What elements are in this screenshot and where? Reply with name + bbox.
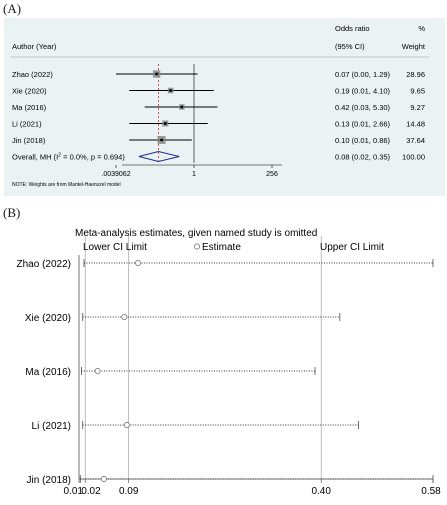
point-estimate (180, 106, 183, 109)
or-ci-value: 0.42 (0.03, 5.30) (335, 103, 391, 112)
estimate-marker (101, 476, 106, 481)
or-ci-value: 0.13 (0.01, 2.66) (335, 119, 391, 129)
point-estimate (160, 139, 163, 142)
weight-value: 37.64 (406, 136, 425, 145)
point-estimate (169, 89, 172, 92)
study-label: Li (2021) (12, 119, 42, 129)
overall-weight-value: 100.00 (402, 152, 425, 162)
or-ci-value: 0.07 (0.00, 1.29) (335, 70, 391, 79)
sensitivity-plot (0, 222, 447, 500)
legend-lower-ci: Lower CI Limit (83, 242, 147, 253)
overall-label-rest: = 0.0%, p = 0.694) (61, 152, 125, 162)
legend-estimate-marker (194, 244, 199, 249)
weight-value: 14.48 (406, 119, 425, 129)
x-tick-label: 0.01 (63, 486, 83, 497)
overall-diamond (139, 152, 179, 162)
x-tick-label: 1 (192, 171, 196, 178)
weight-value: 9.65 (410, 86, 425, 96)
point-estimate (164, 122, 167, 125)
or-ci-value: 0.19 (0.01, 4.10) (335, 86, 391, 96)
overall-or-ci-value: 0.08 (0.02, 0.35) (335, 152, 391, 162)
legend-upper-ci: Upper CI Limit (320, 242, 384, 253)
estimate-marker (124, 422, 129, 427)
weight-header-line2: Weight (401, 42, 425, 51)
study-label: Jin (2018) (12, 136, 46, 145)
legend-estimate: Estimate (202, 242, 241, 253)
study-label: Zhao (2022) (16, 259, 71, 270)
study-label: Jin (2018) (26, 475, 71, 486)
or-header-line1: Odds ratio (335, 24, 370, 33)
author-header: Author (Year) (12, 42, 57, 51)
forest-plot (4, 18, 445, 196)
sensitivity-title: Meta-analysis estimates, given named study is omitted (75, 228, 318, 239)
point-estimate (155, 73, 158, 76)
estimate-marker (122, 314, 127, 319)
study-label: Zhao (2022) (12, 70, 53, 79)
study-label: Xie (2020) (12, 86, 47, 96)
panel-b-label: (B) (3, 205, 21, 220)
panel-a-label: (A) (3, 1, 22, 16)
study-label: Ma (2016) (12, 103, 47, 112)
or-header-line2: (95% CI) (335, 42, 365, 51)
x-tick-label: 0.02 (81, 486, 101, 497)
x-tick-label: 256 (266, 171, 278, 178)
study-label: Li (2021) (31, 421, 71, 432)
estimate-marker (135, 260, 140, 265)
weights-note: NOTE: Weights are from Mantel-Haenszel model (12, 182, 121, 188)
overall-label: Overall, MH ($I^2 = 0.0\%$, p = 0.694) (12, 152, 125, 162)
weight-header-line1: % (418, 24, 425, 33)
sensitivity-plot-panel (0, 222, 447, 505)
or-ci-value: 0.10 (0.01, 0.86) (335, 136, 391, 145)
overall-label-superscript: 2 (58, 152, 62, 159)
study-label: Ma (2016) (25, 367, 71, 378)
study-label: Xie (2020) (24, 313, 71, 324)
x-tick-label: 0.40 (311, 486, 331, 497)
x-tick-label: 0.09 (118, 486, 139, 497)
weight-value: 28.96 (406, 70, 425, 79)
x-tick-label: .0039062 (101, 171, 131, 178)
forest-plot-panel (4, 18, 445, 196)
estimate-marker (95, 368, 100, 373)
weight-value: 9.27 (410, 103, 425, 112)
x-tick-label: 0.58 (421, 486, 441, 497)
